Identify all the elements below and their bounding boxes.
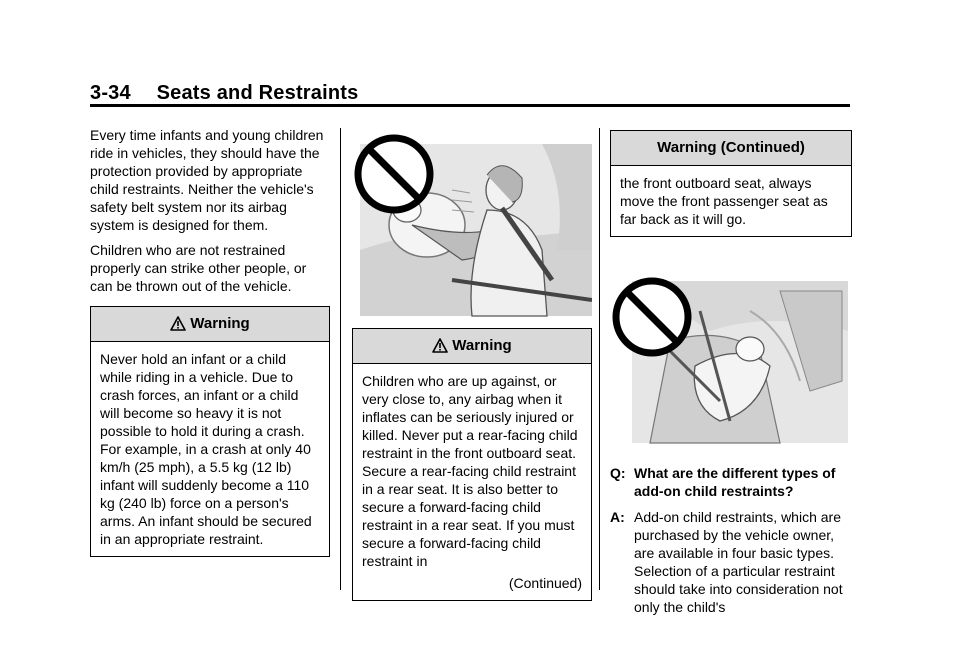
- question-row: [610, 464, 852, 500]
- warning-body: [353, 364, 591, 600]
- warning-header: Warning (Continued): [611, 131, 851, 166]
- warning-header: [353, 329, 591, 364]
- warning-header: [91, 307, 329, 342]
- continued-label: (Continued): [508, 575, 582, 591]
- warning-text: the front outboard seat, always move the front passenger seat as far back as it will go.: [620, 175, 828, 227]
- illustration-adult-holding-infant: [352, 130, 592, 320]
- page-number: 3-34: [90, 82, 131, 104]
- section-title: Seats and Restraints: [156, 82, 359, 104]
- warning-box-airbag: [352, 328, 592, 601]
- warning-title: Warning: [190, 315, 250, 332]
- page-header: [90, 82, 358, 105]
- warning-triangle-icon: [432, 338, 448, 353]
- warning-text: Children who are up against, or very close to, any airbag when it inflates can be seriously injured or killed. Never put a rear-facing child restraint in the front outboard seat. Secure a rear-facing child restraint in a rear seat. It is also better to secure a forward-facing child restraint in a rear seat. If you must secure a forward-facing child restraint in: [362, 373, 578, 569]
- prohibition-icon: [616, 281, 688, 353]
- header-rule: [90, 104, 850, 107]
- illustration-rear-facing-seat: [610, 271, 852, 446]
- warning-box-infant: [90, 306, 330, 557]
- qa-section: [610, 464, 852, 616]
- prohibition-icon: [358, 138, 430, 210]
- answer-text: Add-on child restraints, which are purchased by the vehicle owner, are available in four basic types. Selection of a particular restraint should take into consideration not only the child's: [634, 509, 843, 615]
- column-1: [90, 126, 330, 557]
- column-divider-2: [599, 128, 600, 590]
- question-text: What are the different types of add-on child restraints?: [634, 465, 836, 499]
- warning-box-continued: [610, 130, 852, 237]
- restraint-paragraph: Children who are not restrained properly can strike other people, or can be thrown out of the vehicle.: [90, 242, 307, 294]
- warning-text: Never hold an infant or a child while riding in a vehicle. Due to crash forces, an infant or a child will become so heavy it is not possible to hold it during a crash. For example, in a crash at only 40 km/h (25 mph), a 5.5 kg (12 lb) infant will suddenly become a 110 kg (240 lb) force on a person's arms. An infant should be secured in an appropriate restraint.: [100, 351, 312, 547]
- question-label: Q:: [610, 465, 626, 481]
- answer-label: A:: [610, 509, 625, 525]
- warning-title: Warning: [452, 337, 512, 354]
- warning-triangle-icon: [170, 316, 186, 331]
- answer-row: [610, 508, 852, 616]
- column-divider-1: [340, 128, 341, 590]
- intro-paragraph: Every time infants and young children ride in vehicles, they should have the protection provided by appropriate child restraints. Neither the vehicle's safety belt system nor its airbag system is designed for them.: [90, 127, 324, 233]
- column-2: [352, 130, 592, 601]
- column-3: [610, 130, 852, 624]
